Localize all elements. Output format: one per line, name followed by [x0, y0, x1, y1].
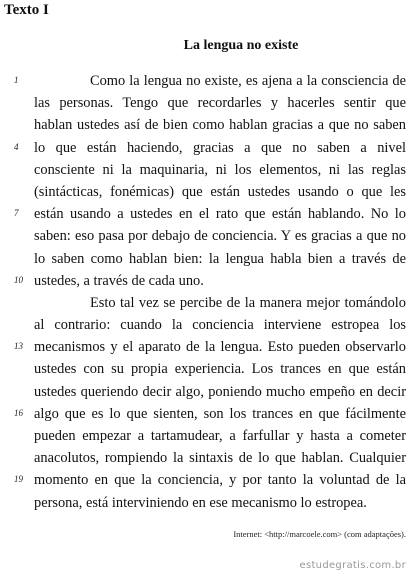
- text-line: [0, 403, 412, 425]
- text-line: [0, 248, 412, 270]
- text-line: [0, 159, 412, 181]
- line-text: hablan ustedes así de bien como hablan gracias a que no saben: [34, 117, 406, 134]
- text-line: [0, 469, 412, 491]
- text-line: [0, 425, 412, 447]
- text-line: [0, 336, 412, 358]
- line-text: mecanismos y el aparato de la lengua. Esto pueden observarlo: [34, 339, 406, 356]
- text-line: [0, 203, 412, 225]
- watermark: estudegratis.com.br: [299, 560, 406, 571]
- line-text: persona, está interviniendo en ese mecanismo lo estropea.: [34, 494, 367, 511]
- line-text: ustedes con su propia experiencia. Los trances en que están: [34, 361, 406, 378]
- document-title: La lengua no existe: [183, 38, 299, 53]
- line-text: están usando a ustedes en el rato que están hablando. No lo: [34, 206, 406, 223]
- line-text: ustedes queriendo decir algo, poniendo mucho empeño en decir: [34, 383, 406, 400]
- line-number: 13: [14, 341, 23, 352]
- line-text: saben: eso pasa por debajo de conciencia. Y es gracias a que no: [34, 228, 406, 245]
- line-text: Esto tal vez se percibe de la manera mejor tomándolo: [90, 294, 406, 311]
- line-text: Como la lengua no existe, es ajena a la consciencia de: [90, 73, 406, 89]
- text-line: [0, 314, 412, 336]
- line-text: (sintácticas, fonémicas) que están ustedes usando o que les: [34, 183, 406, 200]
- line-text: ustedes, a través de cada uno.: [34, 272, 204, 289]
- line-text: algo que es lo que sienten, son los trances en que fácilmente: [34, 405, 406, 422]
- text-line: [0, 358, 412, 380]
- line-text: las personas. Tengo que recordarles y hacerles sentir que: [34, 95, 406, 112]
- text-body: [0, 70, 412, 514]
- line-number: 7: [14, 208, 19, 219]
- text-line: [0, 181, 412, 203]
- line-number: 4: [14, 141, 19, 152]
- line-number: 16: [14, 407, 23, 418]
- line-number: 19: [14, 474, 23, 485]
- line-text: pueden empezar a tartamudear, a farfullar y hasta a cometer: [34, 428, 406, 444]
- text-line: [0, 70, 412, 92]
- line-text: anacolutos, rompiendo la sintaxis de lo que hablan. Cualquier: [34, 450, 406, 467]
- line-number: 1: [14, 75, 19, 85]
- text-line: [0, 137, 412, 159]
- line-text: momento en que la conciencia, y por tanto la voluntad de la: [34, 472, 406, 489]
- section-label: Texto I: [4, 2, 49, 18]
- text-line: [0, 270, 412, 292]
- line-text: consciente ni la maquinaria, ni los elementos, ni las reglas: [34, 161, 406, 178]
- text-line: [0, 114, 412, 136]
- text-line: [0, 225, 412, 247]
- text-line: [0, 492, 412, 514]
- text-line: [0, 292, 412, 314]
- text-line: [0, 447, 412, 469]
- line-number: 10: [14, 274, 23, 285]
- line-text: al contrario: cuando la conciencia interviene estropea los: [34, 317, 406, 334]
- line-text: lo que están haciendo, gracias a que no saben a nivel: [34, 139, 406, 156]
- text-line: [0, 381, 412, 403]
- source-citation: Internet: <http://marcoele.com> (com adaptações).: [233, 529, 406, 539]
- text-line: [0, 92, 412, 114]
- line-text: lo saben como hablan bien: la lengua habla bien a través de: [34, 250, 406, 267]
